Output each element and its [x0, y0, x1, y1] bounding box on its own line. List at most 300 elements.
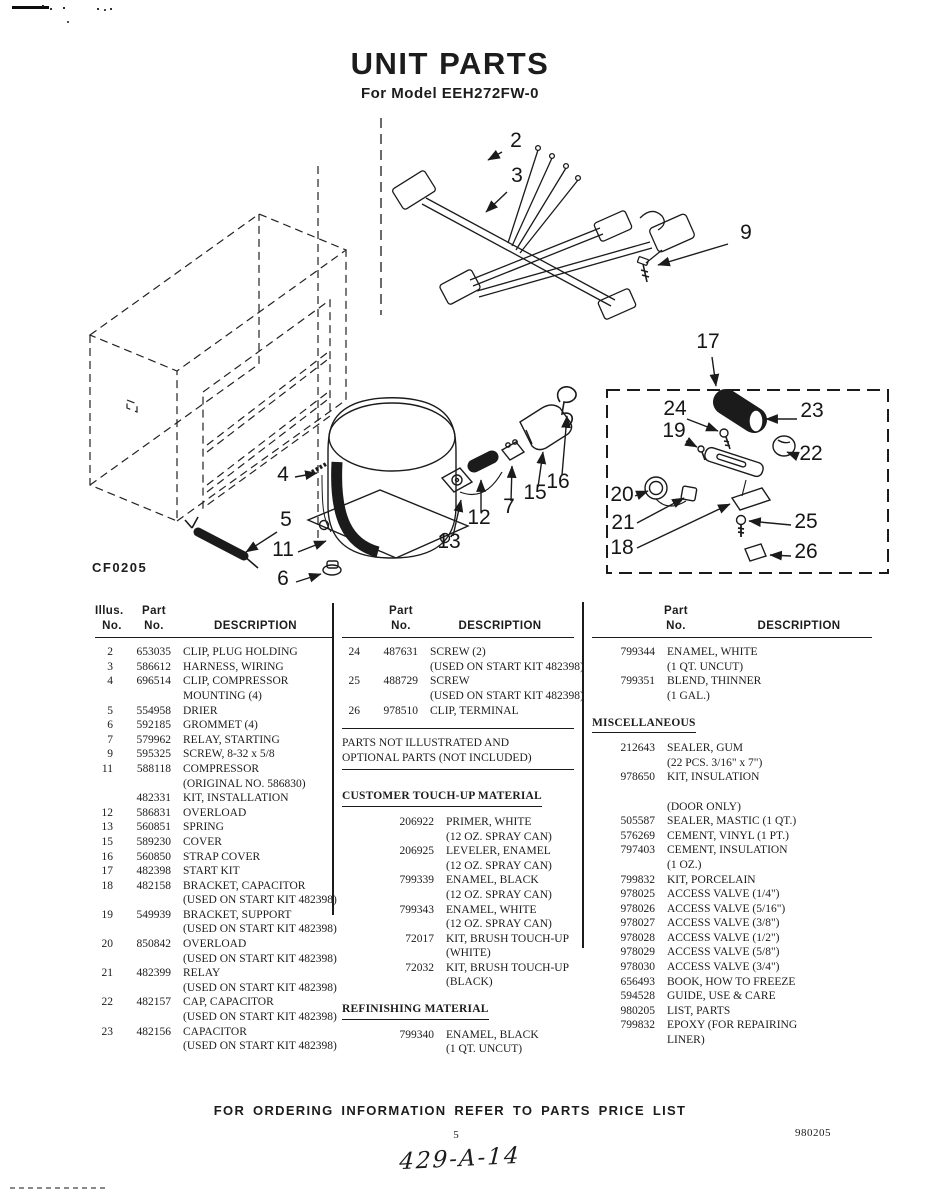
section-title: CUSTOMER TOUCH-UP MATERIAL	[342, 789, 542, 807]
parts-row	[95, 1039, 337, 1054]
parts-row	[592, 858, 872, 873]
description-cell: COMPRESSOR	[183, 762, 260, 775]
callout-number-23: 23	[800, 399, 824, 422]
handwritten-code: 429-A-14	[398, 1142, 522, 1176]
parts-row	[342, 645, 574, 660]
parts-row	[342, 844, 574, 859]
part-no-cell: 505587	[620, 815, 655, 828]
part-no-cell	[592, 660, 655, 675]
part-no-cell: 978650	[620, 771, 655, 784]
page-title: UNIT PARTS	[350, 46, 550, 81]
parts-row	[592, 1018, 872, 1033]
description-cell: DRIER	[183, 704, 218, 717]
part-no-cell: 482156	[136, 1025, 171, 1038]
part-no-cell	[366, 660, 418, 675]
parts-row	[95, 922, 337, 937]
description-cell: ACCESS VALVE (5/16")	[667, 902, 786, 915]
part-no-cell: 482157	[136, 996, 171, 1009]
part-no-cell: 980205	[620, 1004, 655, 1017]
description-cell: KIT, BRUSH TOUCH-UP	[446, 932, 570, 945]
illus-no-cell: 12	[101, 806, 113, 819]
callout-leader-21	[637, 498, 684, 523]
part-no-cell	[366, 975, 434, 990]
description-cell: KIT, INSTALLATION	[183, 792, 289, 805]
description-cell: (12 OZ. SPRAY CAN)	[446, 918, 552, 931]
illus-no-cell	[95, 1039, 113, 1054]
parts-row	[342, 932, 574, 947]
start-kit-detail-box	[607, 390, 888, 573]
description-cell: PRIMER, WHITE	[446, 815, 532, 828]
illus-no-cell: 5	[107, 704, 113, 717]
header-part-no: No.	[666, 619, 686, 632]
parts-row	[95, 791, 332, 806]
part-no-cell	[592, 785, 655, 800]
illus-no-cell: 3	[107, 660, 113, 673]
illus-no-cell	[95, 952, 113, 967]
parts-row	[592, 814, 872, 829]
part-no-cell	[366, 689, 418, 704]
illus-no-cell	[95, 922, 113, 937]
page-subtitle: For Model EEH272FW-0	[360, 85, 540, 102]
illus-no-cell	[95, 689, 113, 704]
part-no-cell: 586612	[136, 660, 171, 673]
header-part: Part	[142, 605, 166, 617]
parts-row	[592, 756, 872, 771]
description-cell: CEMENT, INSULATION	[667, 844, 788, 857]
callout-number-20: 20	[610, 483, 634, 506]
description-cell: SCREW	[430, 675, 470, 688]
header-part: Part	[389, 605, 413, 617]
description-cell: OVERLOAD	[183, 938, 247, 951]
description-cell: ENAMEL, BLACK	[446, 874, 539, 887]
part-no-cell	[592, 756, 655, 771]
description-cell: OVERLOAD	[183, 806, 247, 819]
parts-row	[592, 645, 872, 660]
part-no-cell	[366, 946, 434, 961]
part-no-cell: 799343	[399, 903, 434, 916]
header-illus: Illus.	[95, 605, 124, 617]
header-description: DESCRIPTION	[458, 619, 542, 632]
part-no-cell	[366, 859, 434, 874]
description-cell: (1 GAL.)	[667, 689, 710, 702]
illus-no-cell	[342, 844, 360, 859]
scan-artifact-dots	[42, 5, 44, 7]
column-divider	[332, 603, 334, 915]
description-cell: RELAY	[183, 967, 221, 980]
description-cell: (1 QT. UNCUT)	[667, 660, 744, 673]
illus-no-cell	[342, 975, 360, 990]
illus-no-cell: 17	[101, 865, 113, 878]
parts-row	[342, 1028, 574, 1043]
parts-row	[95, 674, 332, 689]
section-title-wrap	[342, 777, 574, 815]
part-no-cell: 799832	[620, 873, 655, 886]
part-no-cell	[592, 800, 655, 815]
note-line: PARTS NOT ILLUSTRATED AND	[342, 737, 510, 750]
parts-row	[342, 674, 574, 689]
part-no-cell: 482158	[136, 879, 171, 892]
not-illustrated-note	[342, 736, 574, 765]
illus-no-cell: 4	[107, 675, 113, 688]
part-no-cell: 799340	[399, 1028, 434, 1041]
parts-row	[592, 829, 872, 844]
description-cell: SPRING	[183, 821, 224, 834]
callout-number-7: 7	[503, 495, 515, 518]
part-no-cell: 978025	[620, 888, 655, 901]
header-illus-no: No.	[102, 619, 122, 632]
parts-row	[95, 806, 332, 821]
description-cell: BRACKET, SUPPORT	[183, 908, 292, 921]
exploded-parts-diagram	[40, 100, 940, 612]
part-no-cell: 206925	[399, 845, 434, 858]
callout-number-22: 22	[799, 442, 823, 465]
description-cell: LIST, PARTS	[667, 1004, 731, 1017]
callout-number-24: 24	[663, 397, 687, 420]
part-no-cell: 978029	[620, 946, 655, 959]
table-header-row	[342, 619, 574, 634]
illus-no-cell: 9	[107, 748, 113, 761]
part-no-cell	[366, 888, 434, 903]
parts-row	[95, 850, 332, 865]
parts-row	[592, 843, 872, 858]
parts-row	[592, 945, 872, 960]
parts-row	[95, 835, 332, 850]
figure-code: CF0205	[92, 560, 148, 575]
callout-number-21: 21	[611, 511, 635, 534]
illus-no-cell: 24	[348, 646, 360, 659]
parts-row	[342, 888, 574, 903]
parts-row	[95, 762, 332, 777]
illus-no-cell: 7	[107, 733, 113, 746]
section-title-wrap	[342, 990, 574, 1028]
parts-row	[342, 1042, 574, 1057]
description-cell: BLEND, THINNER	[667, 675, 762, 688]
freezer-cabinet-drawing	[90, 166, 346, 548]
illus-no-cell: 20	[101, 938, 113, 951]
ordering-note: FOR ORDERING INFORMATION REFER TO PARTS PRICE LIST	[213, 1103, 687, 1118]
description-cell: HARNESS, WIRING	[183, 660, 284, 673]
parts-row	[342, 830, 574, 845]
illus-no-cell	[342, 917, 360, 932]
part-no-cell	[119, 1039, 171, 1054]
table-header-row	[592, 604, 872, 619]
illus-no-cell: 25	[348, 675, 360, 688]
part-no-cell: 72017	[405, 932, 434, 945]
illus-no-cell: 22	[101, 996, 113, 1009]
part-no-cell: 797403	[620, 844, 655, 857]
header-illus	[592, 604, 626, 619]
part-no-cell: 487631	[383, 646, 418, 659]
header-part: Part	[664, 605, 688, 617]
parts-row	[342, 946, 574, 961]
description-cell: CLIP, TERMINAL	[430, 704, 519, 717]
table-header-row	[342, 604, 574, 619]
description-cell: COVER	[183, 835, 222, 848]
description-cell: BRACKET, CAPACITOR	[183, 879, 306, 892]
parts-row	[592, 800, 872, 815]
part-no-cell	[119, 922, 171, 937]
illus-no-cell	[95, 777, 113, 792]
callout-number-2: 2	[510, 129, 522, 152]
callout-number-4: 4	[277, 463, 289, 486]
parts-table-right	[592, 604, 872, 1048]
description-cell: START KIT	[183, 865, 240, 878]
parts-row	[592, 785, 872, 800]
part-no-cell: 482399	[136, 967, 171, 980]
callout-number-26: 26	[794, 540, 818, 563]
callout-number-13: 13	[437, 530, 461, 553]
illus-no-cell	[342, 689, 360, 704]
illus-no-cell: 2	[107, 646, 113, 659]
header-description: DESCRIPTION	[214, 619, 297, 632]
callout-number-9: 9	[740, 221, 752, 244]
doc-number: 980205	[795, 1127, 831, 1139]
part-no-cell	[366, 917, 434, 932]
description-cell: ACCESS VALVE (3/4")	[667, 961, 780, 974]
description-cell: (12 OZ. SPRAY CAN)	[446, 830, 552, 843]
header-illus-no	[342, 619, 376, 634]
part-no-cell: 588118	[136, 762, 171, 775]
illus-no-cell	[95, 791, 113, 806]
callout-leader-4	[295, 473, 317, 477]
part-no-cell: 560850	[136, 850, 171, 863]
illus-no-cell: 15	[101, 835, 113, 848]
illus-no-cell: 21	[101, 967, 113, 980]
parts-row	[95, 952, 337, 967]
parts-row	[342, 961, 574, 976]
parts-row	[592, 660, 872, 675]
parts-row	[592, 975, 872, 990]
description-cell: ENAMEL, WHITE	[667, 646, 758, 659]
callout-leader-18	[637, 504, 730, 548]
parts-row	[342, 917, 574, 932]
callout-number-19: 19	[662, 419, 686, 442]
header-part-no: No.	[391, 619, 411, 632]
illus-no-cell	[342, 888, 360, 903]
description-cell: (12 OZ. SPRAY CAN)	[446, 888, 552, 901]
parts-row	[95, 689, 332, 704]
part-no-cell: 206922	[399, 815, 434, 828]
parts-row	[592, 989, 872, 1004]
part-no-cell: 482331	[136, 792, 171, 805]
description-cell: (USED ON START KIT 482398)	[183, 981, 337, 994]
illus-no-cell	[95, 981, 113, 996]
description-cell: CEMENT, VINYL (1 PT.)	[667, 829, 789, 842]
header-rule	[342, 637, 574, 638]
parts-row	[95, 660, 332, 675]
part-no-cell: 656493	[620, 975, 655, 988]
description-cell: ENAMEL, WHITE	[446, 903, 537, 916]
part-no-cell: 799832	[620, 1019, 655, 1032]
description-cell: (1 OZ.)	[667, 858, 702, 871]
section-title: MISCELLANEOUS	[592, 716, 696, 734]
callout-leader-16	[562, 416, 567, 475]
description-cell: (USED ON START KIT 482398)	[183, 1011, 337, 1024]
parts-row	[592, 674, 872, 689]
callout-number-15: 15	[523, 481, 547, 504]
description-cell: KIT, INSULATION	[667, 771, 760, 784]
illus-no-cell: 23	[101, 1025, 113, 1038]
illus-no-cell: 6	[107, 719, 113, 732]
part-no-cell: 586831	[136, 806, 171, 819]
parts-row	[95, 893, 337, 908]
part-no-cell	[592, 689, 655, 704]
parts-table-left	[95, 604, 337, 1054]
parts-row	[342, 975, 574, 990]
callout-leader-3	[486, 192, 507, 212]
callout-leader-6	[296, 574, 321, 582]
parts-row	[95, 879, 332, 894]
parts-row	[95, 645, 332, 660]
part-no-cell: 978026	[620, 902, 655, 915]
header-rule	[592, 637, 872, 638]
description-cell: RELAY, STARTING	[183, 733, 280, 746]
description-cell: (DOOR ONLY)	[667, 800, 741, 813]
callout-leader-26	[770, 555, 791, 556]
callout-leader-2	[488, 152, 502, 160]
illus-no-cell	[342, 873, 360, 888]
part-no-cell	[366, 830, 434, 845]
table-header	[95, 604, 332, 633]
parts-row	[95, 1025, 332, 1040]
parts-row	[342, 660, 584, 675]
parts-row	[95, 820, 332, 835]
illus-no-cell: 26	[348, 704, 360, 717]
part-no-cell: 488729	[383, 675, 418, 688]
parts-row	[342, 704, 574, 719]
note-line: OPTIONAL PARTS (NOT INCLUDED)	[342, 751, 532, 764]
callout-leader-11	[298, 541, 326, 552]
parts-row	[95, 777, 332, 792]
callout-number-18: 18	[610, 536, 634, 559]
description-cell: CLIP, COMPRESSOR	[183, 675, 289, 688]
description-cell: SEALER, GUM	[667, 742, 744, 755]
table-header	[342, 604, 574, 633]
part-no-cell: 595325	[136, 748, 171, 761]
part-no-cell: 560851	[136, 821, 171, 834]
parts-row	[95, 864, 332, 879]
parts-table-middle	[342, 604, 584, 1057]
description-cell: ACCESS VALVE (5/8")	[667, 946, 780, 959]
page-number: 5	[453, 1129, 459, 1141]
description-cell: (22 PCS. 3/16" x 7")	[667, 756, 763, 769]
table-header	[592, 604, 872, 633]
callout-leader-17	[712, 357, 716, 386]
description-cell: CLIP, PLUG HOLDING	[183, 646, 298, 659]
illus-no-cell: 11	[101, 762, 113, 775]
header-illus-no	[592, 619, 626, 634]
parts-row	[592, 1033, 872, 1048]
description-cell: ACCESS VALVE (1/2")	[667, 931, 780, 944]
part-no-cell: 978028	[620, 931, 655, 944]
parts-row	[592, 770, 872, 785]
callout-leader-19	[686, 441, 697, 447]
callout-leader-24	[687, 419, 718, 431]
column-divider	[582, 602, 584, 948]
illus-no-cell	[342, 961, 360, 976]
description-cell: EPOXY (FOR REPAIRING	[667, 1019, 798, 1032]
parts-row	[592, 887, 872, 902]
illus-no-cell	[342, 660, 360, 675]
description-cell: ACCESS VALVE (1/4")	[667, 888, 780, 901]
illus-no-cell	[342, 1028, 360, 1043]
rule	[342, 769, 574, 770]
parts-row	[592, 960, 872, 975]
illus-no-cell: 19	[101, 908, 113, 921]
description-cell: SEALER, MASTIC (1 QT.)	[667, 815, 797, 828]
part-no-cell	[119, 981, 171, 996]
illus-no-cell: 16	[101, 850, 113, 863]
callout-leader-25	[749, 521, 791, 525]
parts-row	[95, 733, 332, 748]
part-no-cell: 850842	[136, 938, 171, 951]
description-cell: (USED ON START KIT 482398)	[183, 952, 337, 965]
part-no-cell: 554958	[136, 704, 171, 717]
parts-row	[342, 689, 584, 704]
parts-row	[95, 937, 332, 952]
part-no-cell: 653035	[136, 646, 171, 659]
parts-row	[95, 966, 332, 981]
parts-row	[95, 718, 332, 733]
callout-number-3: 3	[511, 164, 523, 187]
description-cell: (USED ON START KIT 482398)	[183, 923, 337, 936]
description-cell: CAPACITOR	[183, 1025, 247, 1038]
description-cell: LEVELER, ENAMEL	[446, 845, 551, 858]
part-no-cell: 592185	[136, 719, 171, 732]
parts-row	[592, 741, 872, 756]
part-no-cell	[592, 858, 655, 873]
parts-row	[95, 747, 332, 762]
parts-row	[592, 931, 872, 946]
illus-no-cell	[342, 946, 360, 961]
scan-artifact-dash	[10, 1187, 106, 1189]
compressor-drawing	[185, 387, 576, 575]
illus-no-cell	[95, 893, 113, 908]
description-cell: GROMMET (4)	[183, 719, 258, 732]
parts-row	[342, 815, 574, 830]
description-cell: (USED ON START KIT 482398)	[430, 660, 584, 673]
part-no-cell	[366, 1042, 434, 1057]
illus-no-cell	[95, 1010, 113, 1025]
part-no-cell: 799351	[620, 675, 655, 688]
callout-number-12: 12	[467, 506, 491, 529]
rule	[342, 728, 574, 729]
description-cell: (USED ON START KIT 482398)	[183, 894, 337, 907]
part-no-cell: 978030	[620, 961, 655, 974]
callout-number-6: 6	[277, 567, 289, 590]
description-cell: (ORIGINAL NO. 586830)	[183, 777, 306, 790]
part-no-cell	[119, 689, 171, 704]
parts-row	[95, 995, 332, 1010]
illus-no-cell	[342, 830, 360, 845]
parts-row	[592, 873, 872, 888]
part-no-cell: 978027	[620, 917, 655, 930]
wiring-harness-drawing	[381, 118, 696, 320]
header-part-no: No.	[144, 619, 164, 632]
parts-row	[95, 704, 332, 719]
description-cell: ENAMEL, BLACK	[446, 1028, 539, 1041]
part-no-cell: 212643	[620, 742, 655, 755]
description-cell: STRAP COVER	[183, 850, 261, 863]
callout-leader-9	[658, 244, 728, 265]
part-no-cell: 72032	[405, 961, 434, 974]
part-no-cell: 799344	[620, 646, 655, 659]
part-no-cell: 594528	[620, 990, 655, 1003]
callout-number-16: 16	[546, 470, 570, 493]
part-no-cell: 589230	[136, 835, 171, 848]
callout-number-25: 25	[794, 510, 818, 533]
illus-no-cell	[342, 903, 360, 918]
